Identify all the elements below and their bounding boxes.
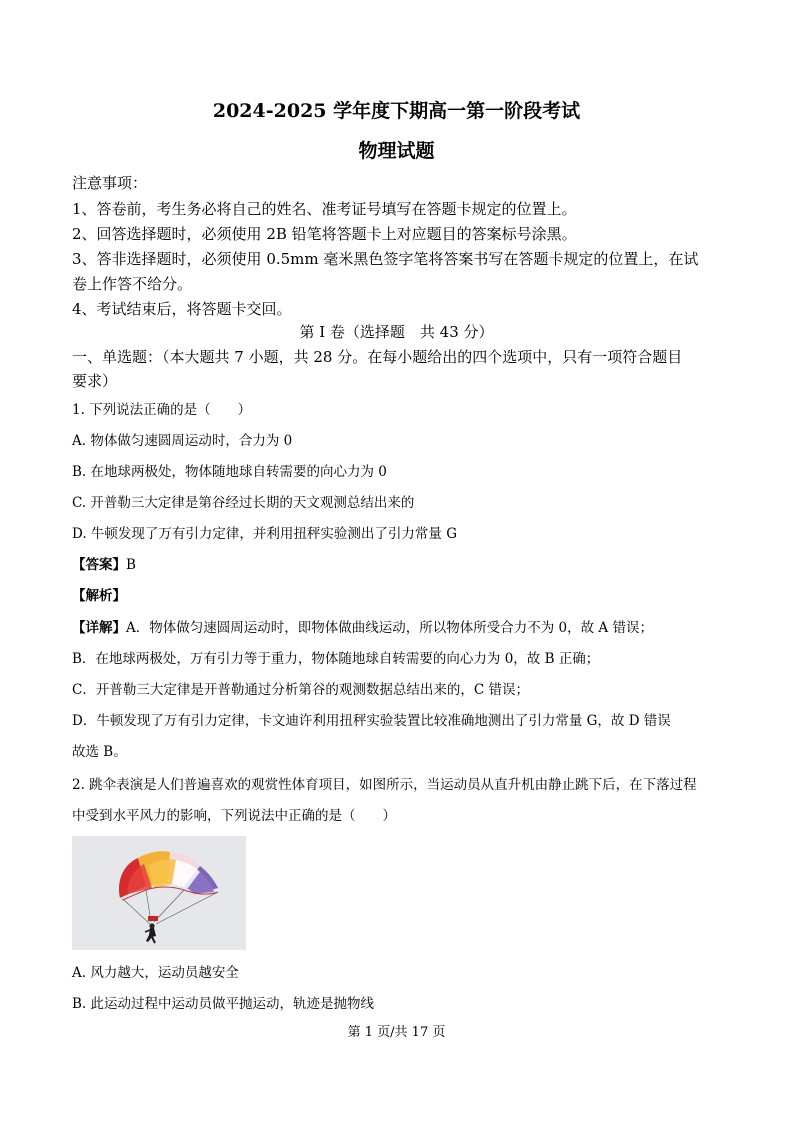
q1-answer-line xyxy=(72,555,732,575)
section-desc: 一、单选题：（本大题共 7 小题，共 28 分。在每小题给出的四个选项中，只有一项符合题目 xyxy=(72,348,683,366)
analysis-tag: 【解析】 xyxy=(72,588,126,604)
answer-value: B xyxy=(126,557,136,573)
detail-tag: 【详解】 xyxy=(72,620,126,636)
q2-stem: 2. 跳伞表演是人们普遍喜欢的观赏性体育项目，如图所示，当运动员从直升机由静止跳下后，在下落过程 xyxy=(72,777,697,793)
page-title: 2024-2025 学年度下期高一第一阶段考试 xyxy=(212,100,581,122)
notice-item-1: 1、答卷前，考生务必将自己的姓名、准考证号填写在答题卡规定的位置上。 xyxy=(72,200,577,218)
q1-detail-line-4: D．牛顿发现了万有引力定律，卡文迪许利用扭秤实验装置比较准确地测出了引力常量 G，故 D 错误 xyxy=(72,713,671,729)
q1-analysis-tag xyxy=(72,586,732,606)
q2-option-b: B. 此运动过程中运动员做平抛运动，轨迹是抛物线 xyxy=(72,996,375,1012)
q1-option-d: D. 牛顿发现了万有引力定律，并利用扭秤实验测出了引力常量 G xyxy=(72,526,457,542)
parachutist-image xyxy=(72,836,246,950)
q1-option-a: A. 物体做匀速圆周运动时，合力为 0 xyxy=(72,433,293,449)
q2-option-a: A. 风力越大，运动员越安全 xyxy=(72,965,239,981)
page-subtitle: 物理试题 xyxy=(358,140,435,162)
notice-item-3: 3、答非选择题时，必须使用 0.5mm 毫米黑色签字笔将答案书写在答题卡规定的位置上，在试 xyxy=(72,250,699,268)
parachute-illustration xyxy=(72,836,246,950)
page-number: 第 1 页/共 17 页 xyxy=(347,1025,446,1040)
section-desc-cont: 要求） xyxy=(72,372,118,390)
q1-detail-line-3: C．开普勒三大定律是开普勒通过分析第谷的观测数据总结出来的，C 错误； xyxy=(72,682,529,698)
answer-tag: 【答案】 xyxy=(72,557,126,573)
notice-heading: 注意事项： xyxy=(72,174,148,192)
detail-text-a: A．物体做匀速圆周运动时，即物体做曲线运动，所以物体所受合力不为 0，故 A 错误； xyxy=(126,620,653,636)
q1-detail-line-2: B．在地球两极处，万有引力等于重力，物体随地球自转需要的向心力为 0，故 B 正确； xyxy=(72,651,600,667)
q2-stem-cont: 中受到水平风力的影响，下列说法中正确的是（ ） xyxy=(72,808,396,824)
q1-stem: 1. 下列说法正确的是（ ） xyxy=(72,402,252,418)
q1-detail-line-5: 故选 B。 xyxy=(72,744,127,760)
notice-item-3-cont: 卷上作答不给分。 xyxy=(72,275,193,293)
q1-detail-line-1 xyxy=(72,618,732,638)
q1-option-c: C. 开普勒三大定律是第谷经过长期的天文观测总结出来的 xyxy=(72,495,415,511)
notice-item-2: 2、回答选择题时，必须使用 2B 铅笔将答题卡上对应题目的答案标号涂黑。 xyxy=(72,225,577,243)
notice-item-4: 4、考试结束后，将答题卡交回。 xyxy=(72,300,292,318)
q1-option-b: B. 在地球两极处，物体随地球自转需要的向心力为 0 xyxy=(72,464,387,480)
section-title: 第 I 卷（选择题 共 43 分） xyxy=(299,323,494,341)
